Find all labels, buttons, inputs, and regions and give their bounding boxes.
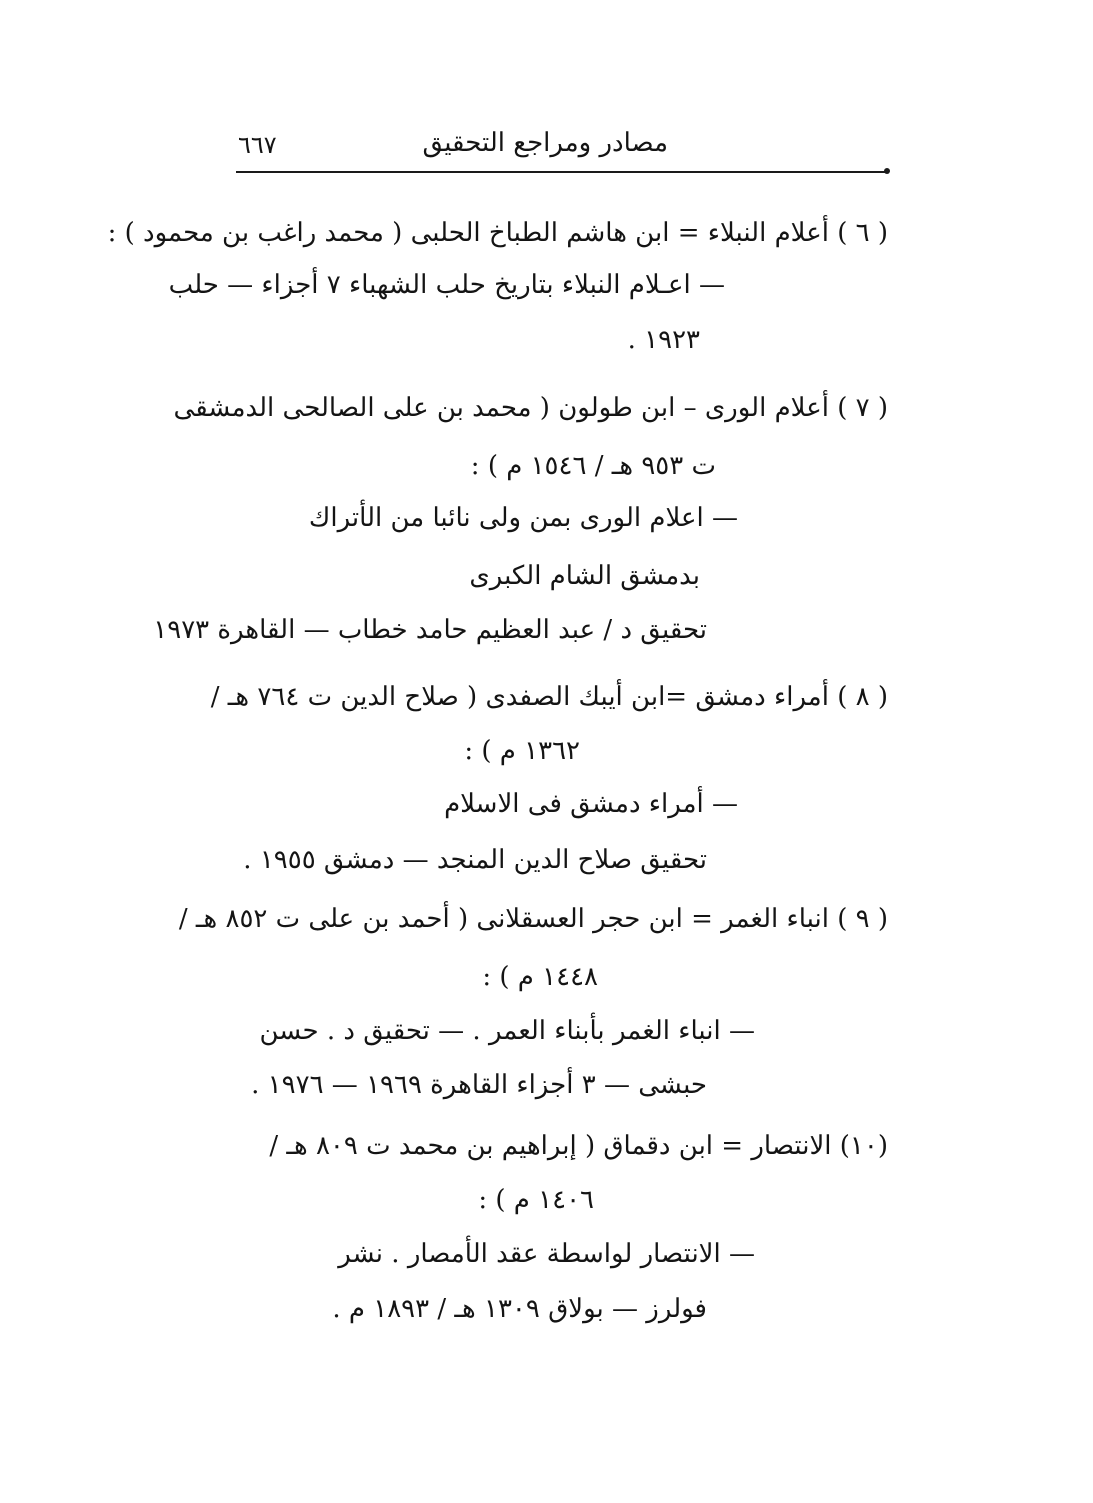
running-header-title: مصادر ومراجع التحقيق <box>422 128 668 158</box>
entry-9-heading: ( ٩ ) انباء الغمر = ابن حجر العسقلانى ( أحمد بن على ت ٨٥٢ هـ / <box>178 904 888 934</box>
entry-10-line-2: ١٤٠٦ م ) : <box>478 1185 594 1215</box>
header-rule-end-dot <box>884 168 890 174</box>
entry-7-line-4: بدمشق الشام الكبرى <box>469 561 700 591</box>
entry-8-line-2: ١٣٦٢ م ) : <box>464 736 580 766</box>
entry-6-line-3: ١٩٢٣ . <box>627 325 700 355</box>
entry-10-line-3: — الانتصار لواسطة عقد الأمصار . نشر <box>338 1239 755 1269</box>
header-rule <box>236 171 886 173</box>
entry-7-heading: ( ٧ ) أعلام الورى – ابن طولون ( محمد بن على الصالحى الدمشقى <box>173 393 888 423</box>
entry-9-line-2: ١٤٤٨ م ) : <box>482 962 598 992</box>
entry-6-line-2: — اعـلام النبلاء بتاريخ حلب الشهباء ٧ أجزاء — حلب <box>168 270 725 300</box>
entry-7-line-3: — اعلام الورى بمن ولى نائبا من الأتراك <box>308 503 738 533</box>
entry-7-line-2: ت ٩٥٣ هـ / ١٥٤٦ م ) : <box>470 451 716 481</box>
entry-8-line-3: — أمراء دمشق فى الاسلام <box>444 789 738 819</box>
entry-9-line-3: — انباء الغمر بأبناء العمر . — تحقيق د . حسن <box>259 1016 755 1046</box>
entry-8-line-4: تحقيق صلاح الدين المنجد — دمشق ١٩٥٥ . <box>243 845 707 875</box>
entry-8-heading: ( ٨ ) أمراء دمشق =ابن أيبك الصفدى ( صلاح الدين ت ٧٦٤ هـ / <box>210 682 888 712</box>
entry-9-line-4: حبشى — ٣ أجزاء القاهرة ١٩٦٩ — ١٩٧٦ . <box>251 1070 707 1100</box>
entry-10-heading: (١٠) الانتصار = ابن دقماق ( إبراهيم بن محمد ت ٨٠٩ هـ / <box>269 1131 888 1161</box>
entry-6-heading: ( ٦ ) أعلام النبلاء = ابن هاشم الطباخ الحلبى ( محمد راغب بن محمود ) : <box>107 218 888 248</box>
entry-10-line-4: فولرز — بولاق ١٣٠٩ هـ / ١٨٩٣ م . <box>332 1294 707 1324</box>
page-number: ٦٦٧ <box>238 131 277 159</box>
entry-7-line-5: تحقيق د / عبد العظيم حامد خطاب — القاهرة ١٩٧٣ <box>153 615 707 645</box>
